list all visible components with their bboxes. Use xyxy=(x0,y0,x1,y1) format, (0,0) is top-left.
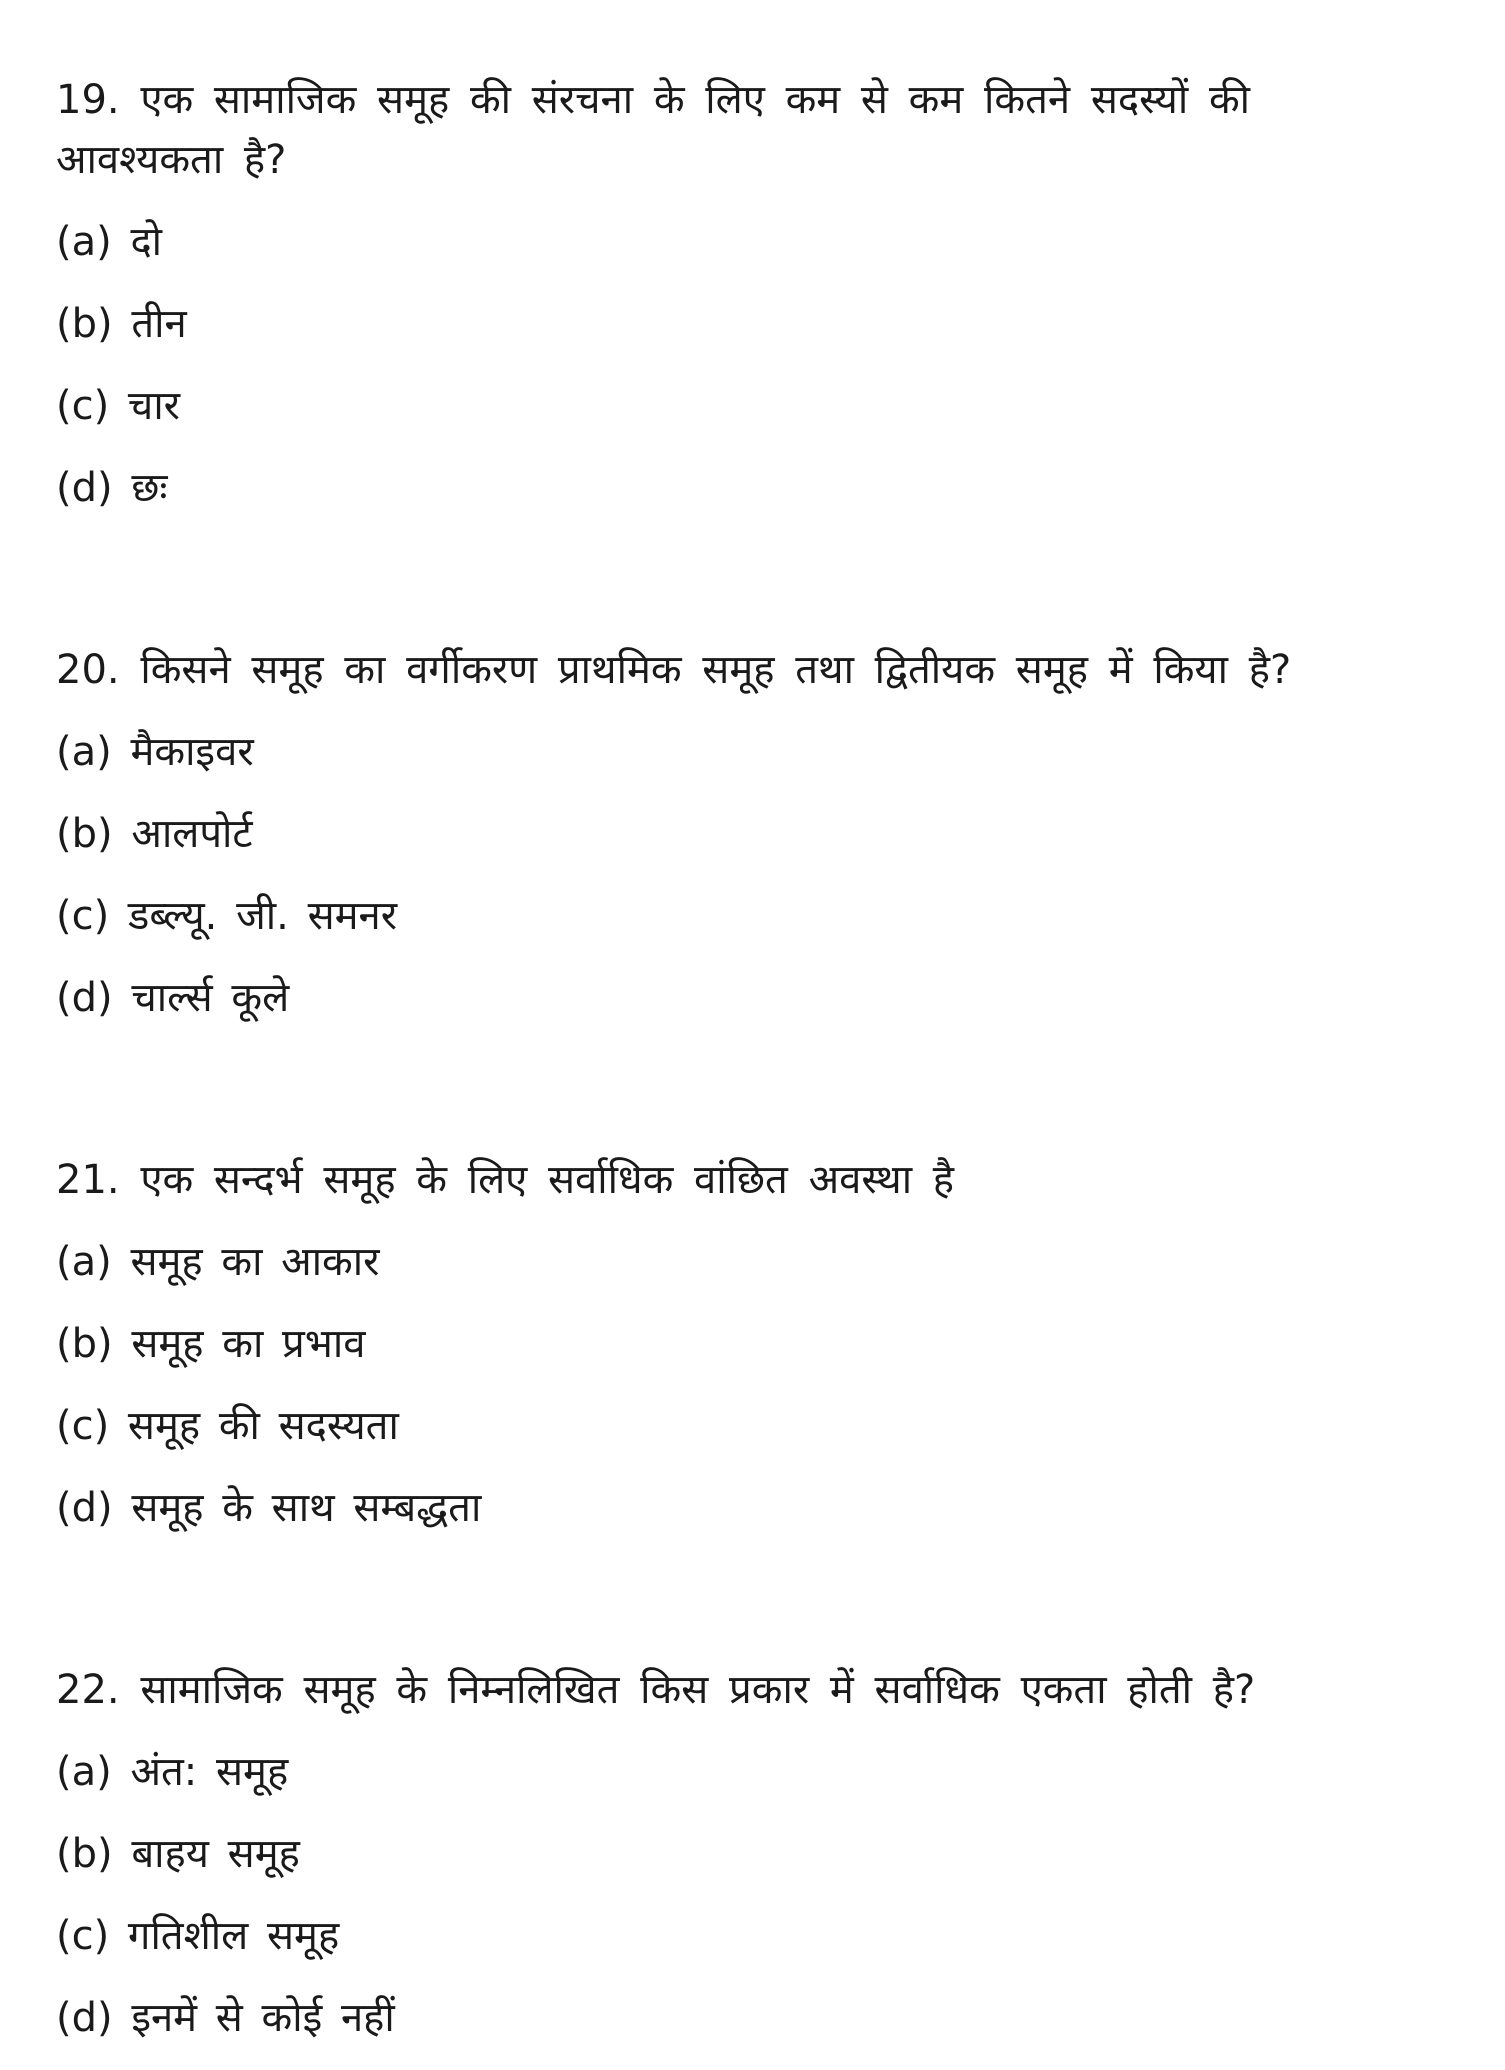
question-page xyxy=(56,70,1436,2070)
option-a: (a) मैकाइवर xyxy=(56,729,254,775)
question-20 xyxy=(56,640,1436,1028)
question-text: 21. एक सन्दर्भ समूह के लिए सर्वाधिक वांछित अवस्था है xyxy=(56,1157,955,1203)
spacer xyxy=(56,540,1436,640)
question-text: 22. सामाजिक समूह के निम्नलिखित किस प्रकार में सर्वाधिक एकता होती है? xyxy=(56,1667,1256,1713)
option-b: (b) समूह का प्रभाव xyxy=(56,1321,366,1367)
option-c: (c) डब्ल्यू. जी. समनर xyxy=(56,893,398,939)
option-b: (b) तीन xyxy=(56,301,187,347)
option-b: (b) आलपोर्ट xyxy=(56,811,253,857)
question-text: 19. एक सामाजिक समूह की संरचना के लिए कम से कम कितने सदस्यों की आवश्यकता है? xyxy=(56,77,1251,183)
option-d: (d) समूह के साथ सम्बद्धता xyxy=(56,1485,482,1531)
option-c: (c) गतिशील समूह xyxy=(56,1913,340,1959)
spacer xyxy=(56,1050,1436,1150)
option-c: (c) चार xyxy=(56,383,181,429)
option-d: (d) चार्ल्स कूले xyxy=(56,975,290,1021)
option-a: (a) अंत: समूह xyxy=(56,1749,289,1795)
question-text: 20. किसने समूह का वर्गीकरण प्राथमिक समूह तथा द्वितीयक समूह में किया है? xyxy=(56,647,1292,693)
option-b: (b) बाहय समूह xyxy=(56,1831,300,1877)
option-a: (a) दो xyxy=(56,219,163,265)
option-d: (d) इनमें से कोई नहीं xyxy=(56,1995,395,2041)
spacer xyxy=(56,1560,1436,1660)
option-c: (c) समूह की सदस्यता xyxy=(56,1403,399,1449)
option-d: (d) छः xyxy=(56,465,168,511)
option-a: (a) समूह का आकार xyxy=(56,1239,380,1285)
question-21 xyxy=(56,1150,1436,1538)
question-19 xyxy=(56,70,1436,518)
question-22 xyxy=(56,1660,1436,2048)
